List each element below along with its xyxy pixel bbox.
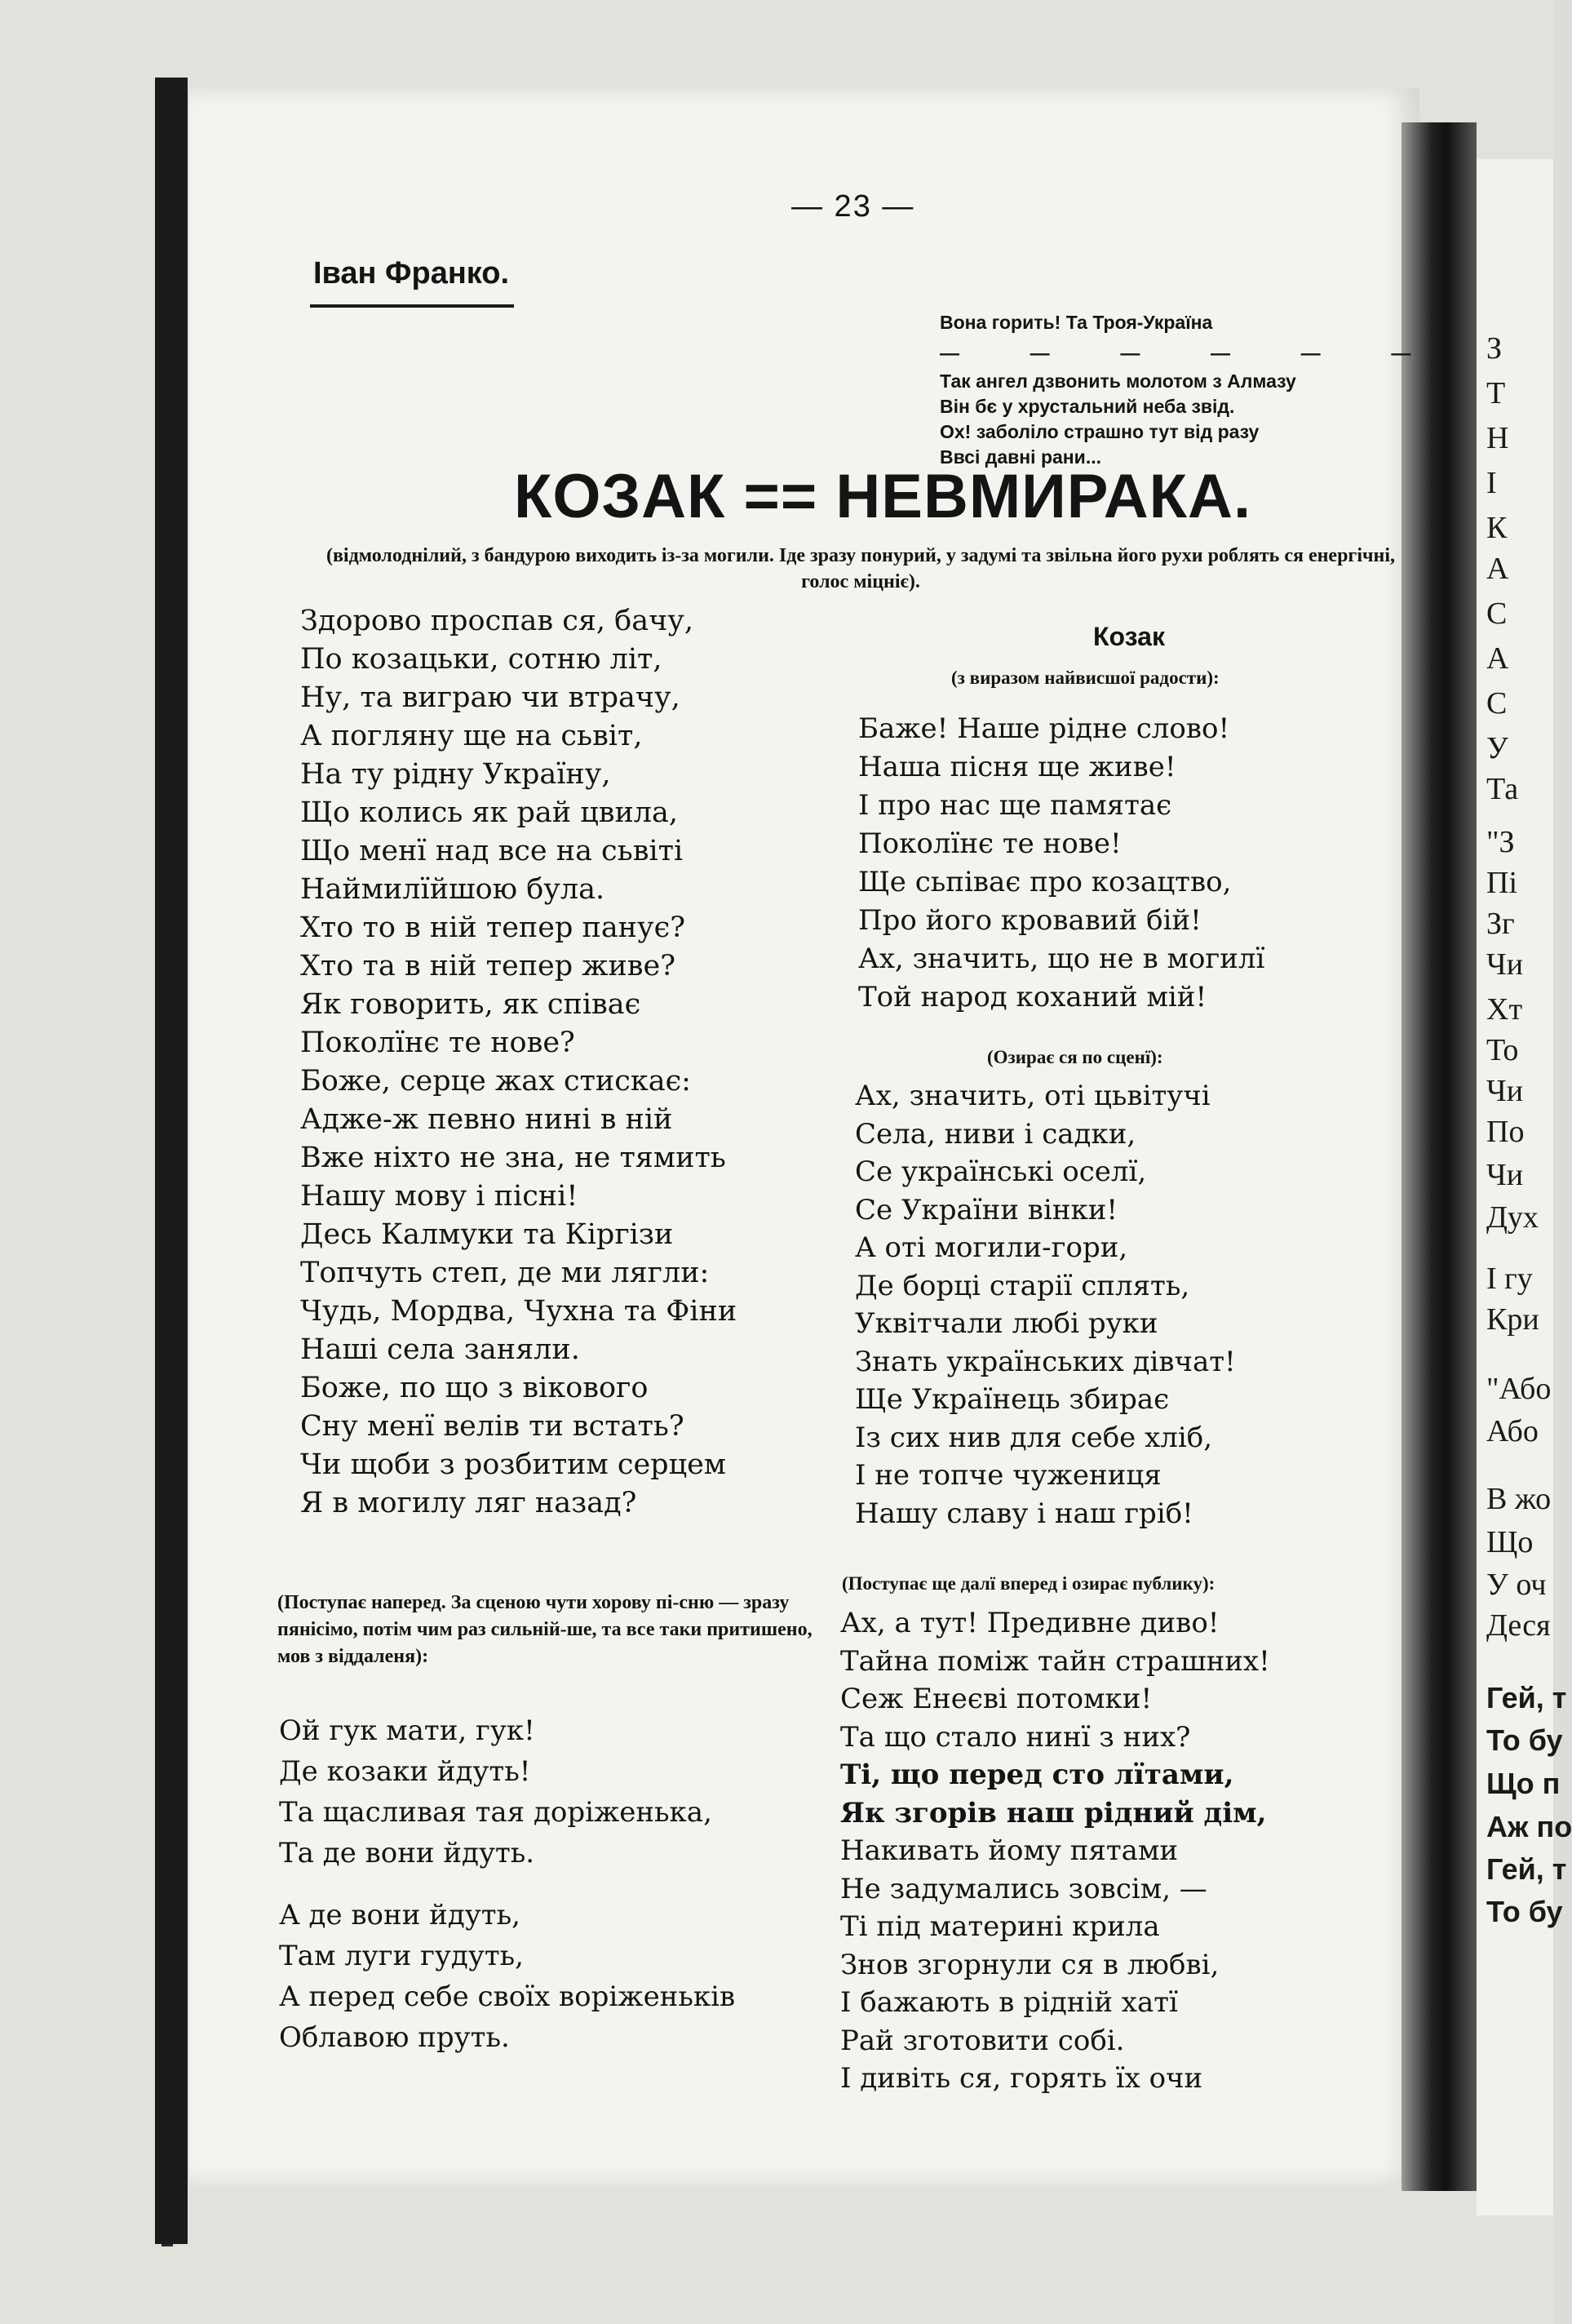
next-page-fragment: Дух (1486, 1200, 1539, 1235)
next-page-fragment: А (1486, 552, 1509, 586)
verse-line: Поколїнє те нове! (858, 827, 1122, 860)
verse-line: Що менї над все на сьвіті (300, 835, 684, 867)
stage-direction-song: (Поступає наперед. За сценою чути хорову пі-сню — зразу пянісімо, потім чим раз сильній-ше, та все таки притишено, мов з віддаленя): (277, 1592, 813, 1667)
verse-line: Про його кровавий бій! (858, 904, 1202, 937)
next-page-fragment: Або (1486, 1414, 1539, 1448)
verse-line: І про нас ще памятає (858, 789, 1172, 822)
verse-line: Вже ніхто не зна, не тямить (300, 1142, 726, 1174)
verse-line: Де козаки йдуть! (279, 1755, 531, 1788)
epigraph-dashes: — — — — — — (940, 343, 1444, 365)
next-page-fragment: С (1486, 686, 1508, 721)
stage-direction-intro: (відмолоднілий, з бандурою виходить із-за могили. Іде зразу понурий, у задумі та звільна його рухи роблять ся енергічні, голос міцніє). (325, 545, 1396, 592)
verse-line: Облавою пруть. (279, 2021, 510, 2054)
speaker-name: Козак (1093, 622, 1165, 651)
verse-line: Ще Українець збирає (855, 1383, 1170, 1416)
right-verse-column-2 (855, 1077, 1361, 1532)
verse-line: Ах, значить, оті цьвітучі (855, 1080, 1211, 1112)
left-verse-column (300, 602, 822, 1523)
right-verse-column-3 (840, 1604, 1346, 2098)
verse-line: А перед себе своїх воріженьків (279, 1980, 736, 2013)
epigraph-line: Ох! заболіло страшно тут від разу (940, 421, 1260, 442)
verse-line: Нашу мову і пісні! (300, 1180, 578, 1213)
verse-line: І бажають в рідній хатї (840, 1986, 1178, 2019)
next-page-fragment: Що п (1486, 1767, 1561, 1800)
song-stanza-1 (279, 1710, 801, 1874)
verse-line: Де борці старії сплять, (855, 1269, 1190, 1302)
right-page-edge (1477, 159, 1572, 2215)
next-page-fragment: В жо (1486, 1482, 1552, 1516)
next-page-fragment: Деся (1486, 1608, 1551, 1643)
next-page-fragment: Н (1486, 421, 1509, 455)
verse-line: Се України вінки! (855, 1193, 1118, 1226)
next-page-fragment: А (1486, 641, 1509, 676)
verse-line: А погляну ще на сьвіт, (300, 720, 643, 752)
next-page-fragment: То бу (1486, 1895, 1563, 1928)
verse-line: Той народ коханий мій! (858, 981, 1207, 1013)
verse-line: Тайна поміж тайн страшних! (840, 1644, 1270, 1678)
verse-line: Боже, по що з вікового (300, 1372, 649, 1404)
page-number: — 23 — (791, 189, 915, 224)
verse-line: Топчуть степ, де ми лягли: (300, 1257, 710, 1289)
verse-line: Ще сьпіває про козацтво, (858, 866, 1232, 898)
verse-line: Нашу славу і наш гріб! (855, 1497, 1193, 1530)
verse-line: Сну менї велів ти встать? (300, 1410, 684, 1443)
next-page-fragment: Аж по (1486, 1810, 1572, 1843)
next-page-fragment: С (1486, 597, 1508, 631)
next-page-fragment: Зг (1486, 907, 1515, 941)
verse-line: Села, ниви і садки, (855, 1117, 1136, 1151)
epigraph-line: Так ангел дзвонить молотом з Алмазу (940, 370, 1296, 392)
verse-line: І не топче чужениця (855, 1459, 1162, 1492)
verse-line: Не задумались зовсім, — (840, 1872, 1207, 1905)
next-page-fragment: Та (1486, 772, 1519, 806)
verse-line: Боже, серце жах стискає: (300, 1065, 691, 1098)
verse-line: Наймилїйшою була. (300, 873, 605, 906)
verse-line: А оті могили-гори, (855, 1231, 1128, 1264)
verse-line: Знать українських дівчат! (855, 1345, 1236, 1378)
verse-line: Наша пісня ще живе! (858, 751, 1176, 783)
verse-line: Накивать йому пятами (840, 1834, 1179, 1867)
verse-line: Ті під материні крила (840, 1910, 1160, 1943)
stage-direction-audience: (Поступає ще далї вперед і озирає публику): (842, 1573, 1216, 1594)
next-page-fragment: Гей, т (1486, 1852, 1567, 1886)
next-page-fragment: І гу (1486, 1262, 1533, 1296)
epigraph-line: Вона горить! Та Троя-Україна (940, 312, 1213, 333)
verse-line: Чудь, Мордва, Чухна та Фіни (300, 1295, 737, 1328)
song-stanza-2 (279, 1895, 801, 2058)
next-page-fragment: У оч (1486, 1568, 1547, 1602)
verse-line: І дивіть ся, горять їх очи (840, 2062, 1203, 2095)
verse-line: Адже-ж певно нині в ній (300, 1103, 673, 1136)
next-page-fragment: "З (1486, 825, 1515, 859)
verse-line: Як говорить, як співає (300, 988, 641, 1021)
next-page-fragment: Чи (1486, 1074, 1524, 1108)
verse-line: Рай зготовити собі. (840, 2024, 1125, 2057)
verse-line: Чи щоби з розбитим серцем (300, 1448, 727, 1481)
verse-line: Ті, що перед сто лїтами, (840, 1759, 1234, 1791)
verse-line: На ту рідну Україну, (300, 758, 611, 791)
next-page-fragment: З (1486, 331, 1503, 366)
next-page-fragment: По (1486, 1115, 1525, 1149)
verse-line: Та щасливая тая доріженька, (279, 1796, 712, 1829)
verse-line: Уквітчали любі руки (855, 1307, 1158, 1340)
next-page-fragment: Хт (1486, 992, 1523, 1027)
author-underline (310, 304, 514, 308)
next-page-fragment: К (1486, 511, 1508, 545)
verse-line: Ой гук мати, гук! (279, 1714, 535, 1747)
epigraph-line: Він бє у хрустальний неба звід. (940, 396, 1235, 417)
next-page-fragment: Пі (1486, 866, 1517, 900)
next-page-fragment: Кри (1486, 1302, 1539, 1337)
verse-line: Наші села заняли. (300, 1333, 580, 1366)
verse-line: Та де вони йдуть. (279, 1837, 535, 1869)
verse-line: Як згорів наш рідний дім, (840, 1796, 1267, 1829)
verse-line: Я в могилу ляг назад? (300, 1487, 637, 1519)
verse-line: Хто то в ній тепер панує? (300, 911, 685, 944)
verse-line: Знов згорнули ся в любві, (840, 1948, 1220, 1981)
next-page-fragment: Чи (1486, 947, 1524, 982)
book-spine (155, 78, 188, 2244)
next-page-fragment: Чи (1486, 1158, 1524, 1192)
verse-line: Десь Калмуки та Кіргізи (300, 1218, 674, 1251)
verse-line: Ну, та виграю чи втрачу, (300, 681, 680, 714)
next-page-fragment: Т (1486, 376, 1506, 410)
stage-direction-look: (Озирає ся по сценї): (987, 1047, 1163, 1067)
verse-line: А де вони йдуть, (279, 1899, 520, 1931)
next-page-fragment: То бу (1486, 1723, 1563, 1757)
next-page-fragment: У (1486, 731, 1508, 765)
verse-line: Ах, а тут! Предивне диво! (840, 1607, 1220, 1639)
verse-line: Се українські оселї, (855, 1155, 1147, 1188)
verse-line: Там луги гудуть, (279, 1940, 524, 1972)
poem-title: КОЗАК == НЕВМИРАКА. (514, 462, 1252, 531)
verse-line: По козацьки, сотню літ, (300, 643, 662, 676)
verse-line: Сеж Енеєві потомки! (840, 1683, 1153, 1715)
verse-line: Баже! Наше рідне слово! (858, 712, 1230, 745)
verse-line: Та що стало нинї з них? (840, 1720, 1191, 1754)
epigraph-first-line (940, 310, 1212, 335)
author-name: Іван Франко. (313, 256, 510, 290)
stage-direction-joy: (з виразом найвисшої радости): (951, 667, 1220, 688)
epigraph-line: Ввсі давні рани... (940, 446, 1101, 468)
verse-line: Із сих нив для себе хліб, (855, 1421, 1213, 1454)
verse-line: Здорово проспав ся, бачу, (300, 605, 693, 637)
right-verse-column-1 (858, 710, 1364, 1017)
epigraph-body (940, 369, 1296, 470)
next-page-fragment: Гей, т (1486, 1681, 1567, 1714)
page-gutter (1402, 122, 1477, 2191)
next-page-fragment: "Або (1486, 1372, 1552, 1406)
next-page-fragment: То (1486, 1033, 1519, 1067)
verse-line: Ах, значить, що не в могилї (858, 942, 1265, 975)
verse-line: Хто та в ній тепер живе? (300, 950, 675, 982)
next-page-fragment: Що (1486, 1525, 1534, 1559)
verse-line: Що колись як рай цвила, (300, 796, 678, 829)
verse-line: Поколїнє те нове? (300, 1027, 575, 1059)
next-page-fragment: І (1486, 466, 1497, 500)
